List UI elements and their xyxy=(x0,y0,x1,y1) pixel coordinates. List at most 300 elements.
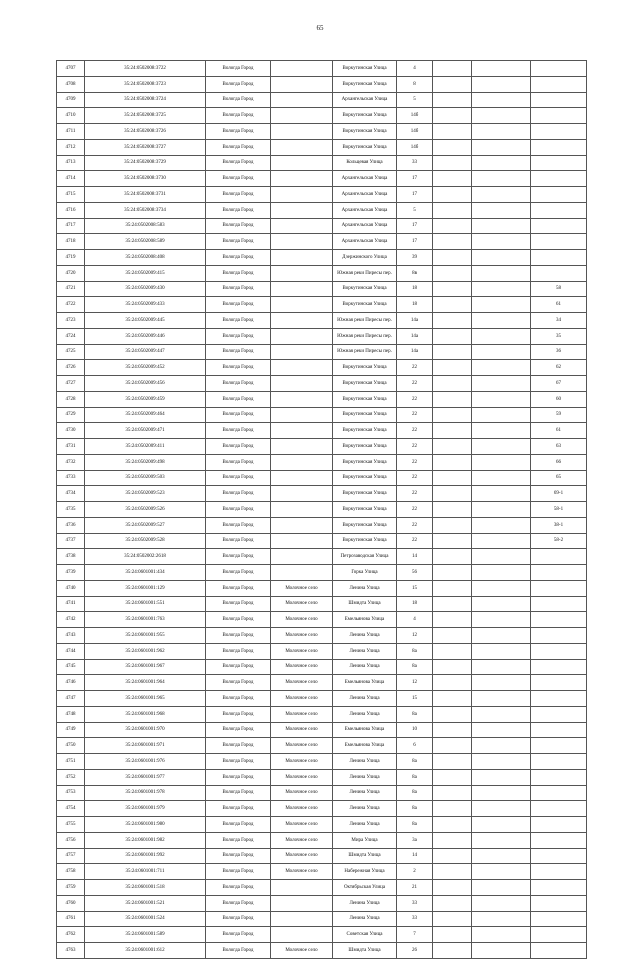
table-row xyxy=(57,911,587,927)
street-cell: Воркутинская Улица xyxy=(333,502,397,518)
row-number-cell: 4734 xyxy=(57,486,85,502)
table-row xyxy=(57,848,587,864)
village-cell xyxy=(271,376,333,392)
apartment-cell xyxy=(531,643,587,659)
city-cell: Вологда Город xyxy=(206,691,271,707)
house-cell: 17 xyxy=(397,171,433,187)
apartment-cell xyxy=(531,250,587,266)
street-cell: Воркутинская Улица xyxy=(333,139,397,155)
street-cell: Ленина Улица xyxy=(333,754,397,770)
city-cell: Вологда Город xyxy=(206,328,271,344)
apartment-cell: 62 xyxy=(531,360,587,376)
building-cell xyxy=(433,265,472,281)
building-cell xyxy=(433,76,472,92)
apartment-cell xyxy=(531,864,587,880)
building-cell xyxy=(433,250,472,266)
street-cell: Воркутинская Улица xyxy=(333,439,397,455)
building-cell xyxy=(433,281,472,297)
house-cell: 7 xyxy=(397,927,433,943)
city-cell: Вологда Город xyxy=(206,250,271,266)
city-cell: Вологда Город xyxy=(206,580,271,596)
letter-cell xyxy=(472,911,531,927)
cadastral-number-cell: 35:24:0601001:980 xyxy=(85,817,206,833)
city-cell: Вологда Город xyxy=(206,360,271,376)
apartment-cell: 61 xyxy=(531,423,587,439)
building-cell xyxy=(433,187,472,203)
row-number-cell: 4740 xyxy=(57,580,85,596)
row-number-cell: 4731 xyxy=(57,439,85,455)
street-cell: Ленина Улица xyxy=(333,769,397,785)
cadastral-number-cell: 35:24:0502009:523 xyxy=(85,486,206,502)
letter-cell xyxy=(472,754,531,770)
table-row xyxy=(57,738,587,754)
house-cell: 17 xyxy=(397,187,433,203)
house-cell: 26 xyxy=(397,943,433,959)
letter-cell xyxy=(472,785,531,801)
letter-cell xyxy=(472,643,531,659)
building-cell xyxy=(433,61,472,77)
village-cell: Молочное село xyxy=(271,691,333,707)
city-cell: Вологда Город xyxy=(206,171,271,187)
house-cell: 17 xyxy=(397,218,433,234)
table-row xyxy=(57,218,587,234)
row-number-cell: 4761 xyxy=(57,911,85,927)
street-cell: Шмидта Улица xyxy=(333,943,397,959)
street-cell: Воркутинская Улица xyxy=(333,108,397,124)
building-cell xyxy=(433,817,472,833)
apartment-cell xyxy=(531,675,587,691)
row-number-cell: 4763 xyxy=(57,943,85,959)
apartment-cell: 59 xyxy=(531,407,587,423)
building-cell xyxy=(433,313,472,329)
cadastral-number-cell: 35:24:0601001:967 xyxy=(85,659,206,675)
cadastral-number-cell: 35:24:0502009:503 xyxy=(85,470,206,486)
table-row xyxy=(57,880,587,896)
house-cell: 14б xyxy=(397,124,433,140)
table-row xyxy=(57,895,587,911)
table-row xyxy=(57,659,587,675)
house-cell: 14а xyxy=(397,313,433,329)
apartment-cell xyxy=(531,628,587,644)
city-cell: Вологда Город xyxy=(206,502,271,518)
row-number-cell: 4708 xyxy=(57,76,85,92)
table-row xyxy=(57,139,587,155)
cadastral-number-cell: 35:24:0601001:964 xyxy=(85,675,206,691)
building-cell xyxy=(433,643,472,659)
table-row xyxy=(57,265,587,281)
table-row xyxy=(57,187,587,203)
table-row xyxy=(57,391,587,407)
table-row xyxy=(57,108,587,124)
registry-table xyxy=(56,60,587,959)
city-cell: Вологда Город xyxy=(206,202,271,218)
apartment-cell xyxy=(531,659,587,675)
cadastral-number-cell: 35:24:0601001:129 xyxy=(85,580,206,596)
street-cell: Воркутинская Улица xyxy=(333,376,397,392)
village-cell: Молочное село xyxy=(271,675,333,691)
house-cell: 8а xyxy=(397,706,433,722)
street-cell: Архангельская Улица xyxy=(333,202,397,218)
city-cell: Вологда Город xyxy=(206,895,271,911)
apartment-cell: 38-1 xyxy=(531,517,587,533)
table-row xyxy=(57,61,587,77)
row-number-cell: 4721 xyxy=(57,281,85,297)
table-row xyxy=(57,171,587,187)
table-row xyxy=(57,596,587,612)
letter-cell xyxy=(472,470,531,486)
house-cell: 22 xyxy=(397,439,433,455)
letter-cell xyxy=(472,108,531,124)
row-number-cell: 4715 xyxy=(57,187,85,203)
apartment-cell xyxy=(531,565,587,581)
row-number-cell: 4735 xyxy=(57,502,85,518)
building-cell xyxy=(433,470,472,486)
street-cell: Ленина Улица xyxy=(333,691,397,707)
cadastral-number-cell: 35:24:0502009:526 xyxy=(85,502,206,518)
city-cell: Вологда Город xyxy=(206,880,271,896)
row-number-cell: 4723 xyxy=(57,313,85,329)
cadastral-number-cell: 35:24:0502008:589 xyxy=(85,234,206,250)
city-cell: Вологда Город xyxy=(206,344,271,360)
cadastral-number-cell: 35:24:0502008:3723 xyxy=(85,76,206,92)
cadastral-number-cell: 35:24:0502008:583 xyxy=(85,218,206,234)
house-cell: 15 xyxy=(397,580,433,596)
row-number-cell: 4724 xyxy=(57,328,85,344)
village-cell xyxy=(271,439,333,455)
building-cell xyxy=(433,502,472,518)
building-cell xyxy=(433,864,472,880)
building-cell xyxy=(433,407,472,423)
cadastral-number-cell: 35:24:0502009:464 xyxy=(85,407,206,423)
village-cell: Молочное село xyxy=(271,832,333,848)
street-cell: Южная реки Пиресы пер. xyxy=(333,344,397,360)
building-cell xyxy=(433,706,472,722)
city-cell: Вологда Город xyxy=(206,391,271,407)
house-cell: 8а xyxy=(397,643,433,659)
building-cell xyxy=(433,171,472,187)
village-cell: Молочное село xyxy=(271,580,333,596)
building-cell xyxy=(433,533,472,549)
street-cell: Емельянова Улица xyxy=(333,675,397,691)
building-cell xyxy=(433,565,472,581)
building-cell xyxy=(433,832,472,848)
apartment-cell: 66 xyxy=(531,454,587,470)
row-number-cell: 4719 xyxy=(57,250,85,266)
street-cell: Воркутинская Улица xyxy=(333,470,397,486)
registry-body xyxy=(57,61,587,959)
building-cell xyxy=(433,391,472,407)
village-cell xyxy=(271,423,333,439)
row-number-cell: 4727 xyxy=(57,376,85,392)
apartment-cell xyxy=(531,108,587,124)
letter-cell xyxy=(472,218,531,234)
row-number-cell: 4726 xyxy=(57,360,85,376)
apartment-cell: 35 xyxy=(531,328,587,344)
building-cell xyxy=(433,722,472,738)
cadastral-number-cell: 35:24:0502009:459 xyxy=(85,391,206,407)
letter-cell xyxy=(472,139,531,155)
village-cell: Молочное село xyxy=(271,722,333,738)
city-cell: Вологда Город xyxy=(206,61,271,77)
building-cell xyxy=(433,234,472,250)
village-cell xyxy=(271,139,333,155)
building-cell xyxy=(433,92,472,108)
village-cell xyxy=(271,297,333,313)
apartment-cell xyxy=(531,895,587,911)
city-cell: Вологда Город xyxy=(206,943,271,959)
village-cell xyxy=(271,218,333,234)
street-cell: Воркутинская Улица xyxy=(333,281,397,297)
city-cell: Вологда Город xyxy=(206,565,271,581)
row-number-cell: 4749 xyxy=(57,722,85,738)
letter-cell xyxy=(472,722,531,738)
apartment-cell xyxy=(531,612,587,628)
letter-cell xyxy=(472,250,531,266)
table-row xyxy=(57,92,587,108)
street-cell: Воркутинская Улица xyxy=(333,454,397,470)
house-cell: 21 xyxy=(397,880,433,896)
row-number-cell: 4757 xyxy=(57,848,85,864)
row-number-cell: 4736 xyxy=(57,517,85,533)
row-number-cell: 4758 xyxy=(57,864,85,880)
table-row xyxy=(57,470,587,486)
apartment-cell xyxy=(531,265,587,281)
letter-cell xyxy=(472,691,531,707)
cadastral-number-cell: 35:24:0502008:3727 xyxy=(85,139,206,155)
letter-cell xyxy=(472,344,531,360)
building-cell xyxy=(433,943,472,959)
building-cell xyxy=(433,911,472,927)
village-cell: Молочное село xyxy=(271,754,333,770)
building-cell xyxy=(433,517,472,533)
letter-cell xyxy=(472,706,531,722)
village-cell xyxy=(271,533,333,549)
table-row xyxy=(57,565,587,581)
village-cell xyxy=(271,911,333,927)
cadastral-number-cell: 35:24:0601001:965 xyxy=(85,691,206,707)
house-cell: 2 xyxy=(397,864,433,880)
city-cell: Вологда Город xyxy=(206,848,271,864)
apartment-cell xyxy=(531,76,587,92)
street-cell: Ленина Улица xyxy=(333,801,397,817)
letter-cell xyxy=(472,376,531,392)
house-cell: 22 xyxy=(397,454,433,470)
building-cell xyxy=(433,108,472,124)
row-number-cell: 4748 xyxy=(57,706,85,722)
village-cell xyxy=(271,344,333,360)
letter-cell xyxy=(472,880,531,896)
city-cell: Вологда Город xyxy=(206,155,271,171)
street-cell: Ленина Улица xyxy=(333,706,397,722)
cadastral-number-cell: 35:24:0601001:434 xyxy=(85,565,206,581)
cadastral-number-cell: 35:24:0502008:408 xyxy=(85,250,206,266)
letter-cell xyxy=(472,328,531,344)
row-number-cell: 4718 xyxy=(57,234,85,250)
city-cell: Вологда Город xyxy=(206,722,271,738)
street-cell: Петрозаводская Улица xyxy=(333,549,397,565)
cadastral-number-cell: 35:24:0502009:447 xyxy=(85,344,206,360)
street-cell: Воркутинская Улица xyxy=(333,517,397,533)
apartment-cell xyxy=(531,92,587,108)
street-cell: Воркутинская Улица xyxy=(333,297,397,313)
apartment-cell xyxy=(531,880,587,896)
row-number-cell: 4754 xyxy=(57,801,85,817)
city-cell: Вологда Город xyxy=(206,108,271,124)
city-cell: Вологда Город xyxy=(206,423,271,439)
table-row xyxy=(57,297,587,313)
cadastral-number-cell: 35:24:0601001:978 xyxy=(85,785,206,801)
street-cell: Советская Улица xyxy=(333,927,397,943)
apartment-cell xyxy=(531,596,587,612)
city-cell: Вологда Город xyxy=(206,76,271,92)
letter-cell xyxy=(472,848,531,864)
apartment-cell xyxy=(531,769,587,785)
village-cell: Молочное село xyxy=(271,628,333,644)
house-cell: 8а xyxy=(397,817,433,833)
table-row xyxy=(57,927,587,943)
street-cell: Воркутинская Улица xyxy=(333,61,397,77)
house-cell: 14 xyxy=(397,549,433,565)
cadastral-number-cell: 35:24:0502009:411 xyxy=(85,439,206,455)
city-cell: Вологда Город xyxy=(206,769,271,785)
cadastral-number-cell: 35:24:0502009:528 xyxy=(85,533,206,549)
table-row xyxy=(57,769,587,785)
cadastral-number-cell: 35:24:0601001:962 xyxy=(85,643,206,659)
cadastral-number-cell: 35:24:0502008:3726 xyxy=(85,124,206,140)
table-row xyxy=(57,785,587,801)
street-cell: Воркутинская Улица xyxy=(333,360,397,376)
house-cell: 4 xyxy=(397,612,433,628)
city-cell: Вологда Город xyxy=(206,706,271,722)
house-cell: 18 xyxy=(397,596,433,612)
house-cell: 14а xyxy=(397,344,433,360)
house-cell: 8 xyxy=(397,76,433,92)
city-cell: Вологда Город xyxy=(206,612,271,628)
street-cell: Октябрьская Улица xyxy=(333,880,397,896)
village-cell xyxy=(271,502,333,518)
letter-cell xyxy=(472,313,531,329)
table-row xyxy=(57,281,587,297)
house-cell: 8а xyxy=(397,785,433,801)
village-cell xyxy=(271,202,333,218)
apartment-cell xyxy=(531,155,587,171)
letter-cell xyxy=(472,391,531,407)
house-cell: 8а xyxy=(397,801,433,817)
village-cell xyxy=(271,250,333,266)
table-row xyxy=(57,250,587,266)
table-row xyxy=(57,801,587,817)
apartment-cell: 63 xyxy=(531,439,587,455)
city-cell: Вологда Город xyxy=(206,218,271,234)
house-cell: 22 xyxy=(397,423,433,439)
street-cell: Воркутинская Улица xyxy=(333,407,397,423)
apartment-cell xyxy=(531,549,587,565)
row-number-cell: 4720 xyxy=(57,265,85,281)
village-cell xyxy=(271,281,333,297)
row-number-cell: 4739 xyxy=(57,565,85,581)
city-cell: Вологда Город xyxy=(206,517,271,533)
village-cell: Молочное село xyxy=(271,659,333,675)
apartment-cell xyxy=(531,234,587,250)
village-cell: Молочное село xyxy=(271,769,333,785)
table-row xyxy=(57,580,587,596)
cadastral-number-cell: 35:24:0601001:711 xyxy=(85,864,206,880)
cadastral-number-cell: 35:24:0502009:471 xyxy=(85,423,206,439)
building-cell xyxy=(433,139,472,155)
building-cell xyxy=(433,596,472,612)
city-cell: Вологда Город xyxy=(206,927,271,943)
village-cell xyxy=(271,171,333,187)
street-cell: Архангельская Улица xyxy=(333,218,397,234)
table-row xyxy=(57,313,587,329)
row-number-cell: 4714 xyxy=(57,171,85,187)
cadastral-number-cell: 35:24:0601001:763 xyxy=(85,612,206,628)
cadastral-number-cell: 35:24:0502008:3731 xyxy=(85,187,206,203)
apartment-cell xyxy=(531,722,587,738)
village-cell xyxy=(271,549,333,565)
letter-cell xyxy=(472,943,531,959)
village-cell xyxy=(271,313,333,329)
city-cell: Вологда Город xyxy=(206,265,271,281)
cadastral-number-cell: 35:24:0601001:551 xyxy=(85,596,206,612)
house-cell: 18 xyxy=(397,297,433,313)
cadastral-number-cell: 35:24:0601001:992 xyxy=(85,848,206,864)
row-number-cell: 4722 xyxy=(57,297,85,313)
village-cell xyxy=(271,234,333,250)
building-cell xyxy=(433,628,472,644)
street-cell: Дзержинского Улица xyxy=(333,250,397,266)
letter-cell xyxy=(472,580,531,596)
letter-cell xyxy=(472,92,531,108)
apartment-cell: 58-1 xyxy=(531,502,587,518)
cadastral-number-cell: 35:24:0502009:446 xyxy=(85,328,206,344)
street-cell: Ленина Улица xyxy=(333,785,397,801)
building-cell xyxy=(433,848,472,864)
house-cell: 22 xyxy=(397,407,433,423)
cadastral-number-cell: 35:24:0601001:970 xyxy=(85,722,206,738)
table-row xyxy=(57,722,587,738)
building-cell xyxy=(433,124,472,140)
village-cell xyxy=(271,407,333,423)
table-row xyxy=(57,612,587,628)
village-cell xyxy=(271,517,333,533)
city-cell: Вологда Город xyxy=(206,785,271,801)
street-cell: Южная реки Пиресы пер. xyxy=(333,328,397,344)
cadastral-number-cell: 35:24:0502009:527 xyxy=(85,517,206,533)
apartment-cell xyxy=(531,785,587,801)
letter-cell xyxy=(472,265,531,281)
house-cell: 22 xyxy=(397,502,433,518)
house-cell: 17 xyxy=(397,234,433,250)
building-cell xyxy=(433,801,472,817)
house-cell: 22 xyxy=(397,486,433,502)
village-cell xyxy=(271,124,333,140)
row-number-cell: 4747 xyxy=(57,691,85,707)
street-cell: Воркутинская Улица xyxy=(333,124,397,140)
street-cell: Емельянова Улица xyxy=(333,722,397,738)
building-cell xyxy=(433,769,472,785)
village-cell: Молочное село xyxy=(271,738,333,754)
row-number-cell: 4751 xyxy=(57,754,85,770)
row-number-cell: 4745 xyxy=(57,659,85,675)
row-number-cell: 4711 xyxy=(57,124,85,140)
city-cell: Вологда Город xyxy=(206,187,271,203)
letter-cell xyxy=(472,423,531,439)
cadastral-number-cell: 35:24:0502008:3725 xyxy=(85,108,206,124)
letter-cell xyxy=(472,76,531,92)
city-cell: Вологда Город xyxy=(206,533,271,549)
city-cell: Вологда Город xyxy=(206,470,271,486)
